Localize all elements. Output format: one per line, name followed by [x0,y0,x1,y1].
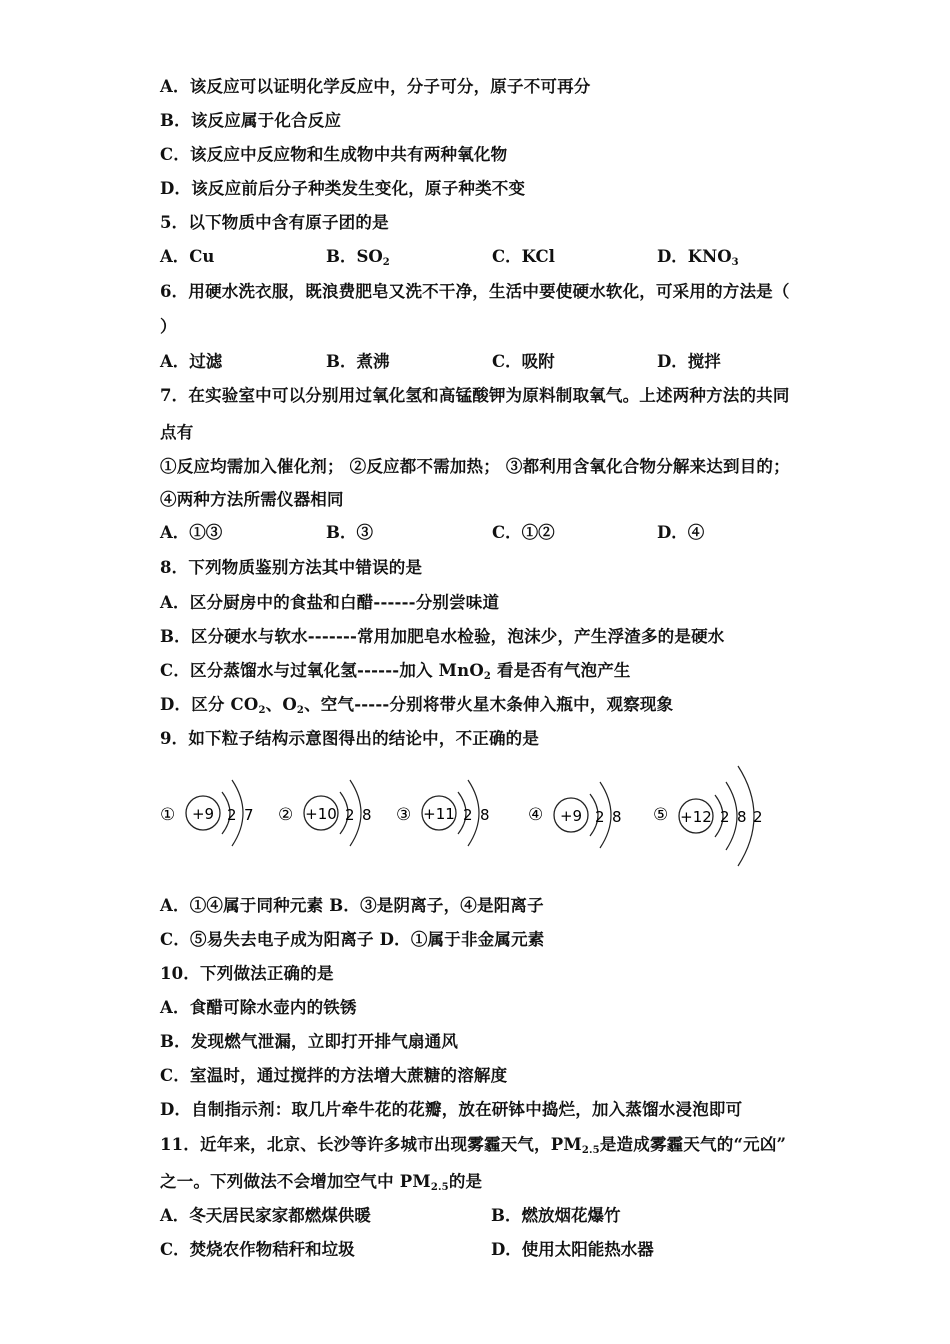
q7-option-d: D．④ [657,523,705,542]
particle-2-shell-2: 8 [362,806,372,824]
q8-option-c [160,660,631,688]
q4-option-a: A．该反应可以证明化学反应中，分子可分，原子不可再分 [160,77,591,96]
particle-3-label: ③ [396,805,412,825]
particle-1-nucleus: +9 [191,805,215,823]
q10-stem: 10．下列做法正确的是 [160,964,334,983]
q7-stem-line2: 点有 [160,423,194,442]
q5-b-sub: 2 [382,257,390,268]
particle-4-shell-1: 2 [595,808,605,826]
q9-stem: 9．如下粒子结构示意图得出的结论中，不正确的是 [160,729,540,748]
q11-stem-line1 [160,1134,786,1162]
particle-5-label: ⑤ [653,805,669,825]
q6-stem-line2: ） [160,317,177,336]
q7-items-line1: ①反应均需加入催化剂； ②反应都不需加热； ③都利用含氧化合物分解来达到目的； [160,457,790,476]
particle-4 [528,782,622,848]
q5-d-main: D．KNO [657,247,732,266]
q11-option-a: A．冬天居民家家都燃煤供暖 [160,1206,371,1225]
q11-option-b: B．燃放烟花爆竹 [491,1206,621,1225]
q5-b-main: B．SO [326,247,383,266]
particle-3 [396,780,490,846]
q8-option-a: A．区分厨房中的食盐和白醋------分别尝味道 [160,593,500,612]
q5-option-a: A．Cu [160,247,215,266]
q6-option-b: B．煮沸 [326,352,390,371]
q9-options-cd: C．⑤易失去电子成为阳离子 D．①属于非金属元素 [160,930,545,949]
q8-c-sub: 2 [483,671,492,682]
q7-stem-line1: 7．在实验室中可以分别用过氧化氢和高锰酸钾为原料制取氧气。上述两种方法的共同 [160,386,790,405]
particle-2-label: ② [278,805,294,825]
q7-option-c: C．①② [492,523,555,542]
particle-1-shell-2: 7 [244,806,254,824]
q6-stem-line1: 6．用硬水洗衣服，既浪费肥皂又洗不干净，生活中要使硬水软化，可采用的方法是（ [160,282,790,301]
q5-option-c: C．KCl [492,247,555,266]
q11-stem2-pre: 之一。下列做法不会增加空气中 PM [160,1172,431,1191]
particle-4-label: ④ [528,805,544,825]
particle-5 [653,766,763,866]
q4-option-d: D．该反应前后分子种类发生变化，原子种类不变 [160,179,526,198]
particle-5-shell-1: 2 [720,808,730,826]
q4-option-c: C．该反应中反应物和生成物中共有两种氧化物 [160,145,508,164]
q5-option-b [326,246,390,274]
particle-5-nucleus: +12 [680,808,712,826]
q8-c-post: 看是否有气泡产生 [491,661,631,680]
particle-2 [278,780,372,846]
particle-structure-diagram [150,760,790,880]
q5-option-d [657,246,739,274]
q10-option-d: D．自制指示剂：取几片牵牛花的花瓣，放在研钵中捣烂，加入蒸馏水浸泡即可 [160,1100,743,1119]
q11-stem2-sub: 2.5 [430,1182,449,1193]
q8-option-b: B．区分硬水与软水-------常用加肥皂水检验，泡沫少，产生浮渣多的是硬水 [160,627,725,646]
q10-option-c: C．室温时，通过搅拌的方法增大蔗糖的溶解度 [160,1066,508,1085]
particle-4-shell-2: 8 [612,808,622,826]
q11-stem1-post: 是造成雾霾天气的“元凶” [599,1135,787,1154]
q8-c-pre: C．区分蒸馏水与过氧化氢------加入 MnO [160,661,484,680]
q11-stem-line2 [160,1171,482,1199]
q5-d-sub: 3 [731,257,739,268]
particle-3-nucleus: +11 [423,805,455,823]
particle-3-shell-1: 2 [463,806,473,824]
particle-1-shell-1: 2 [227,806,237,824]
q7-option-a: A．①③ [160,523,223,542]
q8-d-pre: D．区分 CO [160,695,259,714]
particle-1 [160,780,254,846]
particle-2-shell-1: 2 [345,806,355,824]
q10-option-b: B．发现燃气泄漏，立即打开排气扇通风 [160,1032,459,1051]
q8-d-sub1: 2 [258,705,266,716]
q5-stem: 5．以下物质中含有原子团的是 [160,213,389,232]
particle-5-shell-2: 8 [737,808,747,826]
q7-option-b: B．③ [326,523,373,542]
particle-4-nucleus: +9 [559,807,583,825]
particle-1-label: ① [160,805,176,825]
q11-stem1-pre: 11．近年来，北京、长沙等许多城市出现雾霾天气，PM [160,1135,582,1154]
q4-option-b: B．该反应属于化合反应 [160,111,342,130]
q8-d-post: 、空气-----分别将带火星木条伸入瓶中，观察现象 [304,695,674,714]
particle-2-nucleus: +10 [305,805,337,823]
q6-option-c: C．吸附 [492,352,555,371]
q9-options-ab: A．①④属于同种元素 B．③是阴离子，④是阳离子 [160,896,544,915]
q8-d-sub2: 2 [296,705,305,716]
q11-option-d: D．使用太阳能热水器 [491,1240,654,1259]
q11-stem1-sub: 2.5 [581,1145,600,1156]
q6-option-d: D．搅拌 [657,352,721,371]
q11-option-c: C．焚烧农作物秸秆和垃圾 [160,1240,355,1259]
q8-option-d [160,694,673,722]
q7-items-line2: ④两种方法所需仪器相同 [160,490,344,509]
particle-5-shell-3: 2 [753,808,763,826]
q6-option-a: A．过滤 [160,352,223,371]
q10-option-a: A．食醋可除水壶内的铁锈 [160,998,357,1017]
particle-3-shell-2: 8 [480,806,490,824]
q11-stem2-post: 的是 [448,1172,483,1191]
q8-stem: 8．下列物质鉴别方法其中错误的是 [160,558,423,577]
q8-d-mid: 、O [265,695,297,714]
